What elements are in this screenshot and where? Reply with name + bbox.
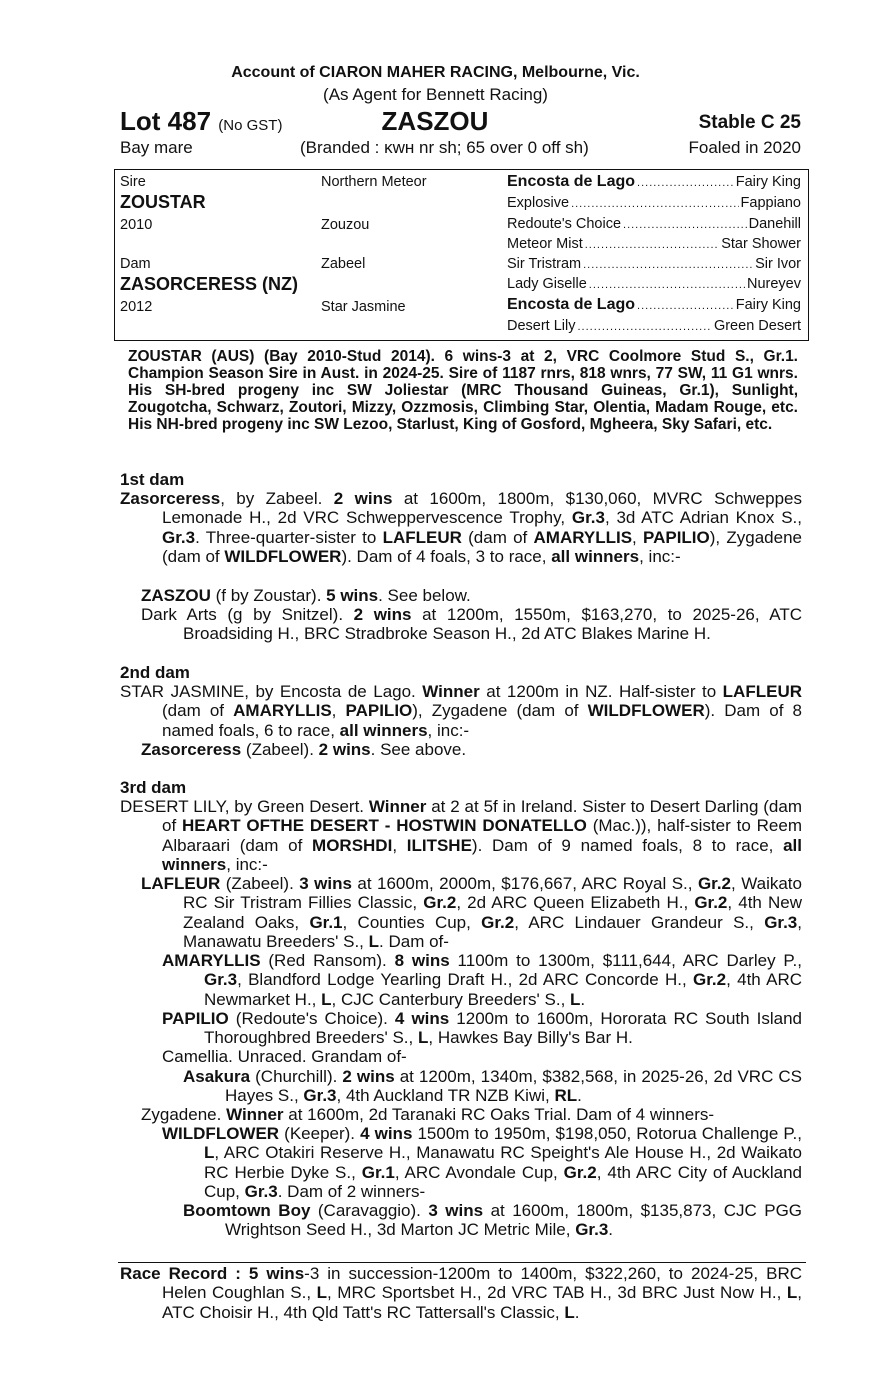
gen3-row: Lady Giselle ..... Nureyev xyxy=(507,276,801,292)
sire-dam: Zouzou xyxy=(321,217,370,233)
progeny-lafleur: LAFLEUR (Zabeel). 3 wins at 1600m, 2000m, $176,667, ARC Royal S., Gr.2, Waikato RC Sir Tristram Fillies Classic, Gr.2, 2d ARC Queen Elizabeth H., Gr.2, 4th New Zealand Oaks, Gr.1, Counties Cup, Gr.2, ARC Lindauer Grandeur S., Gr.3, Manawatu Breeders' S., L. Dam of- xyxy=(141,874,803,952)
dam-year: 2012 xyxy=(120,299,153,315)
horse-name: ZASZOU xyxy=(381,106,489,136)
progeny-zaszou: ZASZOU (f by Zoustar). 5 wins. See below. xyxy=(141,586,471,605)
progeny-dark-arts: Dark Arts (g by Snitzel). 2 wins at 1200m, 1550m, $163,270, to 2025-26, ATC Broadsiding H., BRC Stradbroke Season H., 2d ATC Blakes Marine H. xyxy=(141,605,802,644)
gst-note: (No GST) xyxy=(218,117,283,134)
second-dam-heading: 2nd dam xyxy=(120,663,190,682)
gen3-row: Meteor Mist ..... Star Shower xyxy=(507,236,801,252)
gen3-row: Desert Lily ..... Green Desert xyxy=(507,318,801,334)
gen3-row: Sir Tristram ..... Sir Ivor xyxy=(507,256,801,272)
sire-name: ZOUSTAR xyxy=(120,192,206,212)
progeny-zasorceress: Zasorceress (Zabeel). 2 wins. See above. xyxy=(141,740,467,759)
sire-year: 2010 xyxy=(120,217,153,233)
sire-sire: Northern Meteor xyxy=(321,174,427,190)
progeny-boomtown-boy: Boomtown Boy (Caravaggio). 3 wins at 1600m, 1800m, $135,873, CJC PGG Wrightson Seed H., 3d Marton JC Metric Mile, Gr.3. xyxy=(183,1201,803,1240)
third-dam-text: DESERT LILY, by Green Desert. Winner at 2 at 5f in Ireland. Sister to Desert Darling (dam of HEART OFTHE DESERT - HOSTWIN DONATELLO (Mac.)), half-sister to Reem Albaraari (dam of MORSHDI, ILITSHE). Dam of 9 named foals, 8 to race, all winners, inc:- xyxy=(120,797,802,875)
progeny-zygadene: Zygadene. Winner at 1600m, 2d Taranaki RC Oaks Trial. Dam of 4 winners- xyxy=(141,1105,715,1124)
pedigree-table xyxy=(114,169,809,341)
first-dam-heading: 1st dam xyxy=(120,470,185,489)
agent-line: (As Agent for Bennett Racing) xyxy=(323,85,548,104)
progeny-papilio: PAPILIO (Redoute's Choice). 4 wins 1200m to 1600m, Hororata RC South Island Thoroughbred Breeders' S., L, Hawkes Bay Billy's Bar H. xyxy=(162,1009,803,1048)
gen3-row: Redoute's Choice ..... Danehill xyxy=(507,216,801,232)
sire-label: Sire xyxy=(120,174,146,190)
progeny-asakura: Asakura (Churchill). 2 wins at 1200m, 1340m, $382,568, in 2025-26, 2d VRC CS Hayes S., Gr.3, 4th Auckland TR NZB Kiwi, RL. xyxy=(183,1067,802,1106)
third-dam-heading: 3rd dam xyxy=(120,778,187,797)
stable-location: Stable C 25 xyxy=(698,112,801,133)
dam-label: Dam xyxy=(120,256,151,272)
progeny-amaryllis: AMARYLLIS (Red Ransom). 8 wins 1100m to 1300m, $111,644, ARC Darley P., Gr.3, Blandford Lodge Yearling Draft H., 2d ARC Concorde H., Gr.2, 4th ARC Newmarket H., L, CJC Canterbury Breeders' S., L. xyxy=(162,951,803,1009)
first-dam-text: Zasorceress, by Zabeel. 2 wins at 1600m, 1800m, $130,060, MVRC Schweppes Lemonade H., 2d VRC Schweppervescence Trophy, Gr.3, 3d ATC Adrian Knox S., Gr.3. Three-quarter-sister to LAFLEUR (dam of AMARYLLIS, PAPILIO), Zygadene (dam of WILDFLOWER). Dam of 4 foals, 3 to race, all winners, inc:- xyxy=(120,489,802,567)
second-dam-text: STAR JASMINE, by Encosta de Lago. Winner at 1200m in NZ. Half-sister to LAFLEUR (dam of AMARYLLIS, PAPILIO), Zygadene (dam of WILDFLOWER). Dam of 8 named foals, 6 to race, all winners, inc:- xyxy=(120,682,802,740)
gen3-row: Explosive ..... Fappiano xyxy=(507,195,801,211)
progeny-camellia: Camellia. Unraced. Grandam of- xyxy=(162,1047,407,1066)
sex-colour: Bay mare xyxy=(120,138,193,157)
gen3-row: Encosta de Lago ..... Fairy King xyxy=(507,173,801,191)
race-record: Race Record : 5 wins-3 in succession-1200m to 1400m, $322,260, to 2024-25, BRC Helen Coughlan S., L, MRC Sportsbet H., 2d VRC TAB H., 3d BRC Just Now H., L, ATC Choisir H., 4th Qld Tatt's RC Tattersall's Classic, L. xyxy=(120,1264,802,1322)
sire-summary: ZOUSTAR (AUS) (Bay 2010-Stud 2014). 6 wins-3 at 2, VRC Coolmore Stud S., Gr.1. Champion Season Sire in Aust. in 2024-25. Sire of 1187 rnrs, 818 wnrs, 77 SW, 11 G1 wnrs. His SH-bred progeny inc SW Joliestar (MRC Thousand Guineas, Gr.1), Sunlight, Zougotcha, Schwarz, Zoutori, Mizzy, Ozzmosis, Climbing Star, Olentia, Madam Rouge, etc. His NH-bred progeny inc SW Lezoo, Starlust, King of Gosford, Mgheera, Sky Safari, etc. xyxy=(128,348,798,433)
brand-note: (Branded : ᴋᴡʜ nr sh; 65 over 0 off sh) xyxy=(300,138,589,157)
divider xyxy=(118,1262,806,1263)
dam-dam: Star Jasmine xyxy=(321,299,406,315)
consignor-line: Account of CIARON MAHER RACING, Melbourne, Vic. xyxy=(231,64,640,81)
dam-name: ZASORCERESS (NZ) xyxy=(120,274,299,294)
foaled-year: Foaled in 2020 xyxy=(688,138,801,157)
gen3-row: Encosta de Lago ..... Fairy King xyxy=(507,296,801,314)
lot-number: Lot 487 (No GST) xyxy=(120,106,283,136)
dam-sire: Zabeel xyxy=(321,256,366,272)
progeny-wildflower: WILDFLOWER (Keeper). 4 wins 1500m to 1950m, $198,050, Rotorua Challenge P., L, ARC Otakiri Reserve H., Manawatu RC Speight's Ale House H., 2d Waikato RC Herbie Dyke S., Gr.1, ARC Avondale Cup, Gr.2, 4th ARC City of Auckland Cup, Gr.3. Dam of 2 winners- xyxy=(162,1124,802,1202)
